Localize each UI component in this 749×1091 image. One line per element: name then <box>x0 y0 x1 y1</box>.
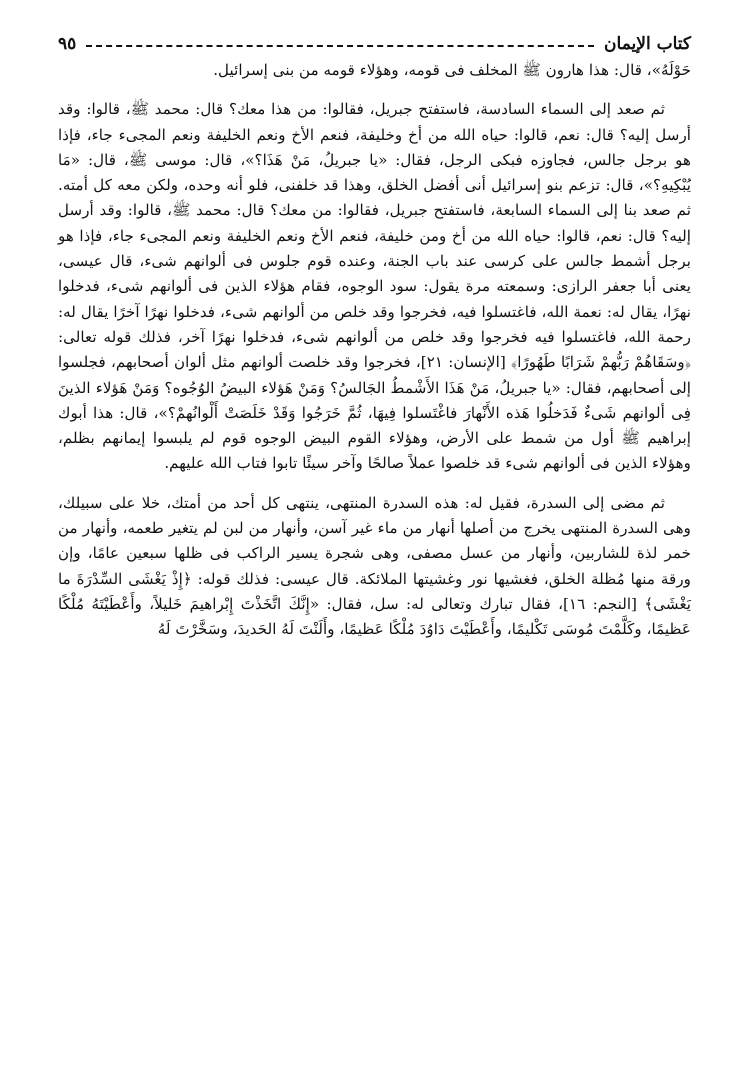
paragraph: حَوْلَهُ»، قال: هذا هارون ﷺ المخلف فى قومه، وهؤلاء قومه من بنى إسرائيل. <box>213 61 691 79</box>
paragraph: ثم مضى إلى السدرة، فقيل له: هذه السدرة المنتهى، ينتهى كل أحد من أمتك، خلا على سبيلك، وهى السدرة المنتهى يخرج من أصلها أنهار من ماء غير آسن، وأنهار من لبن لم يتغير طعمه، وأنهار من خمر لذة للشاربين، وأنهار من عسل مصفى، وهى شجرة يسير الراكب فى ظلها سبعين عامًا، وإن ورقة منها مُظلة الخلق، فغشيها نور وغشيتها الملائكة. قال عيسى: فذلك قوله: ﴿إِذْ يَغْشَى السِّدْرَةَ ما يَغْشَى﴾ [النجم: ١٦]، فقال تبارك وتعالى له: سل، فقال: «إِنَّكَ اتَّخَذْتَ إِبْراهيمَ خَليلاً، وأَعْطَيْتَهُ مُلْكًا عَظيمًا، وكَلَّمْتَ مُوسَى تَكْليمًا، وأَعْطَيْتَ دَاوُدَ مُلْكًا عَظيمًا، وأَلَنْتَ لَهُ الحَديدَ، وسَخَّرْتَ لَهُ <box>58 493 691 639</box>
running-header <box>58 30 691 58</box>
page-number: ٩٥ <box>58 34 77 54</box>
book-title: كتاب الإيمان <box>604 34 691 54</box>
header-rule <box>86 45 594 47</box>
body-text <box>58 58 691 643</box>
paragraph: ثم صعد إلى السماء السادسة، فاستفتح جبريل، فقالوا: من هذا معك؟ قال: محمد ﷺ، قالوا: وقد أرسل إليه؟ قال: نعم، قالوا: حياه الله من أخ وخليفة، فنعم الأخ ونعم الخليفة ونعم المجىء جاء، فإذا هو برجل جالس، فجاوزه فبكى الرجل، فقال: «يا جبريلُ، مَنْ هَذَا؟»، قال: موسى ﷺ، قال: «مَا يُبْكِيهِ؟»، قال: تزعم بنو إسرائيل أنى أفضل الخلق، وهذا قد خلفنى، فلو أنه وحده، ولكن معه كل أمته. ثم صعد بنا إلى السماء السابعة، فاستفتح جبريل، فقالوا: من معك؟ قال: محمد ﷺ، قالوا: وقد أرسل إليه؟ قال: نعم، قالوا: حياه الله من أخ ومن خليفة، فنعم الأخ ونعم الخليفة ونعم المجىء جاء، فإذا هو برجل أشمط جالس على كرسى عند باب الجنة، وعنده قوم جلوس فى ألوانهم شىء، قال عيسى، يعنى أبا جعفر الرازى: وسمعته مرة يقول: سود الوجوه، فقام هؤلاء الذين فى ألوانهم شىء، فدخلوا نهرًا، يقال له: نعمة الله، فاغتسلوا فيه، فخرجوا وقد خلص من ألوانهم شىء، فدخلوا نهرًا آخرًا يقال له: رحمة الله، فاغتسلوا فيه فخرجوا وقد خلص من ألوانهم شىء، فدخلوا نهرًا آخر، فذلك قوله تعالى: ﴿وسَقَاهُمْ رَبُّهمْ شَرَابًا طَهُورًا﴾ [الإنسان: ٢١]، فخرجوا وقد خلصت ألوانهم مثل ألوان أصحابهم، فجلسوا إلى أصحابهم، فقال: «يا جبريلُ، مَنْ هَذَا الأَشْمطُ الجَالسُ؟ وَمَنْ هَؤلاء البيضُ الوُجُوه؟ وَمَنْ هَؤلاء الذينَ فِى ألوانهم شَىءٌ فَدَخلُوا هَذه الأَنْهارَ فاغْتَسلوا فِيهَا، ثُمَّ خَرَجُوا وَقَدْ خَلَصَتْ أَلْوانُهمْ؟»، قال: هذا أبوك إبراهيم ﷺ أول من شمط على الأرض، وهؤلاء القوم البيض الوجوه قوم لم يلبسوا إيمانهم بظلم، وهؤلاء الذين فى ألوانهم شىء قد خلصوا عملاً صالحًا وآخر سيئًا تابوا فتاب الله عليهم. <box>58 100 691 473</box>
